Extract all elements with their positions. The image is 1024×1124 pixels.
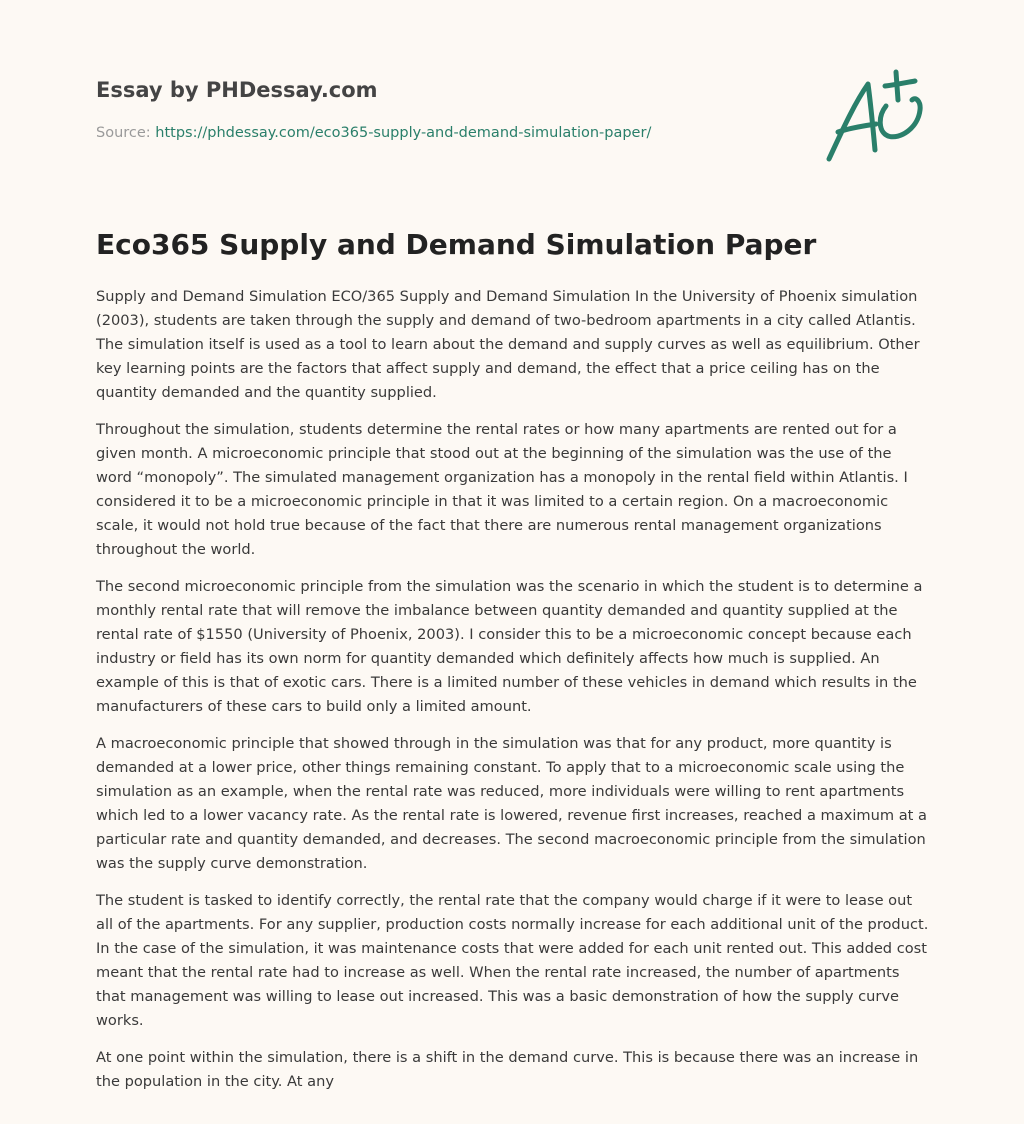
essay-paragraph: The student is tasked to identify correctly, the rental rate that the company would charge if it were to lease out all of the apartments. For any supplier, production costs normally increase for each additional unit of the product. In the case of the simulation, it was maintenance costs that were added for each unit rented out. This added cost meant that the rental rate had to increase as well. When the rental rate increased, the number of apartments that management was willing to lease out increased. This was a basic demonstration of how the supply curve works. xyxy=(96,892,929,1029)
brand-title: Essay by PHDessay.com xyxy=(96,78,378,102)
source-line xyxy=(96,123,651,143)
essay-paragraph: A macroeconomic principle that showed through in the simulation was that for any product, more quantity is demanded at a lower price, other things remaining constant. To apply that to a microeconomic scale using the simulation as an example, when the rental rate was reduced, more individuals were willing to rent apartments which led to a lower vacancy rate. As the rental rate is lowered, revenue first increases, reached a maximum at a particular rate and quantity demanded, and decreases. The second macroeconomic principle from the simulation was the supply curve demonstration. xyxy=(96,735,927,872)
essay-title: Eco365 Supply and Demand Simulation Paper xyxy=(96,228,817,261)
essay-paragraph: The second microeconomic principle from the simulation was the scenario in which the student is to determine a monthly rental rate that will remove the imbalance between quantity demanded and quantity supplied at the rental rate of $1550 (University of Phoenix, 2003). I consider this to be a microeconomic concept because each industry or field has its own norm for quantity demanded which definitely affects how much is supplied. An example of this is that of exotic cars. There is a limited number of these vehicles in demand which results in the manufacturers of these cars to build only a limited amount. xyxy=(96,578,923,715)
essay-paragraph: At one point within the simulation, there is a shift in the demand curve. This is because there was an increase in the population in the city. At any xyxy=(96,1049,919,1090)
source-label: Source: xyxy=(96,125,156,141)
essay-paragraph: Supply and Demand Simulation ECO/365 Supply and Demand Simulation In the University of Phoenix simulation (2003), students are taken through the supply and demand of two-bedroom apartments in a city called Atlantis. The simulation itself is used as a tool to learn about the demand and supply curves as well as equilibrium. Other key learning points are the factors that affect supply and demand, the effect that a price ceiling has on the quantity demanded and the quantity supplied. xyxy=(96,288,920,401)
essay-body xyxy=(96,285,930,1107)
source-link[interactable]: https://phdessay.com/eco365-supply-and-demand-simulation-paper/ xyxy=(155,125,652,141)
essay-paragraph: Throughout the simulation, students determine the rental rates or how many apartments are rented out for a given month. A microeconomic principle that stood out at the beginning of the simulation was the use of the word “monopoly”. The simulated management organization has a monopoly in the rental field within Atlantis. I considered it to be a microeconomic principle in that it was limited to a certain region. On a macroeconomic scale, it would not hold true because of the fact that there are numerous rental management organizations throughout the world. xyxy=(96,421,908,558)
a-plus-logo-icon xyxy=(824,66,928,166)
site-header xyxy=(96,0,928,200)
